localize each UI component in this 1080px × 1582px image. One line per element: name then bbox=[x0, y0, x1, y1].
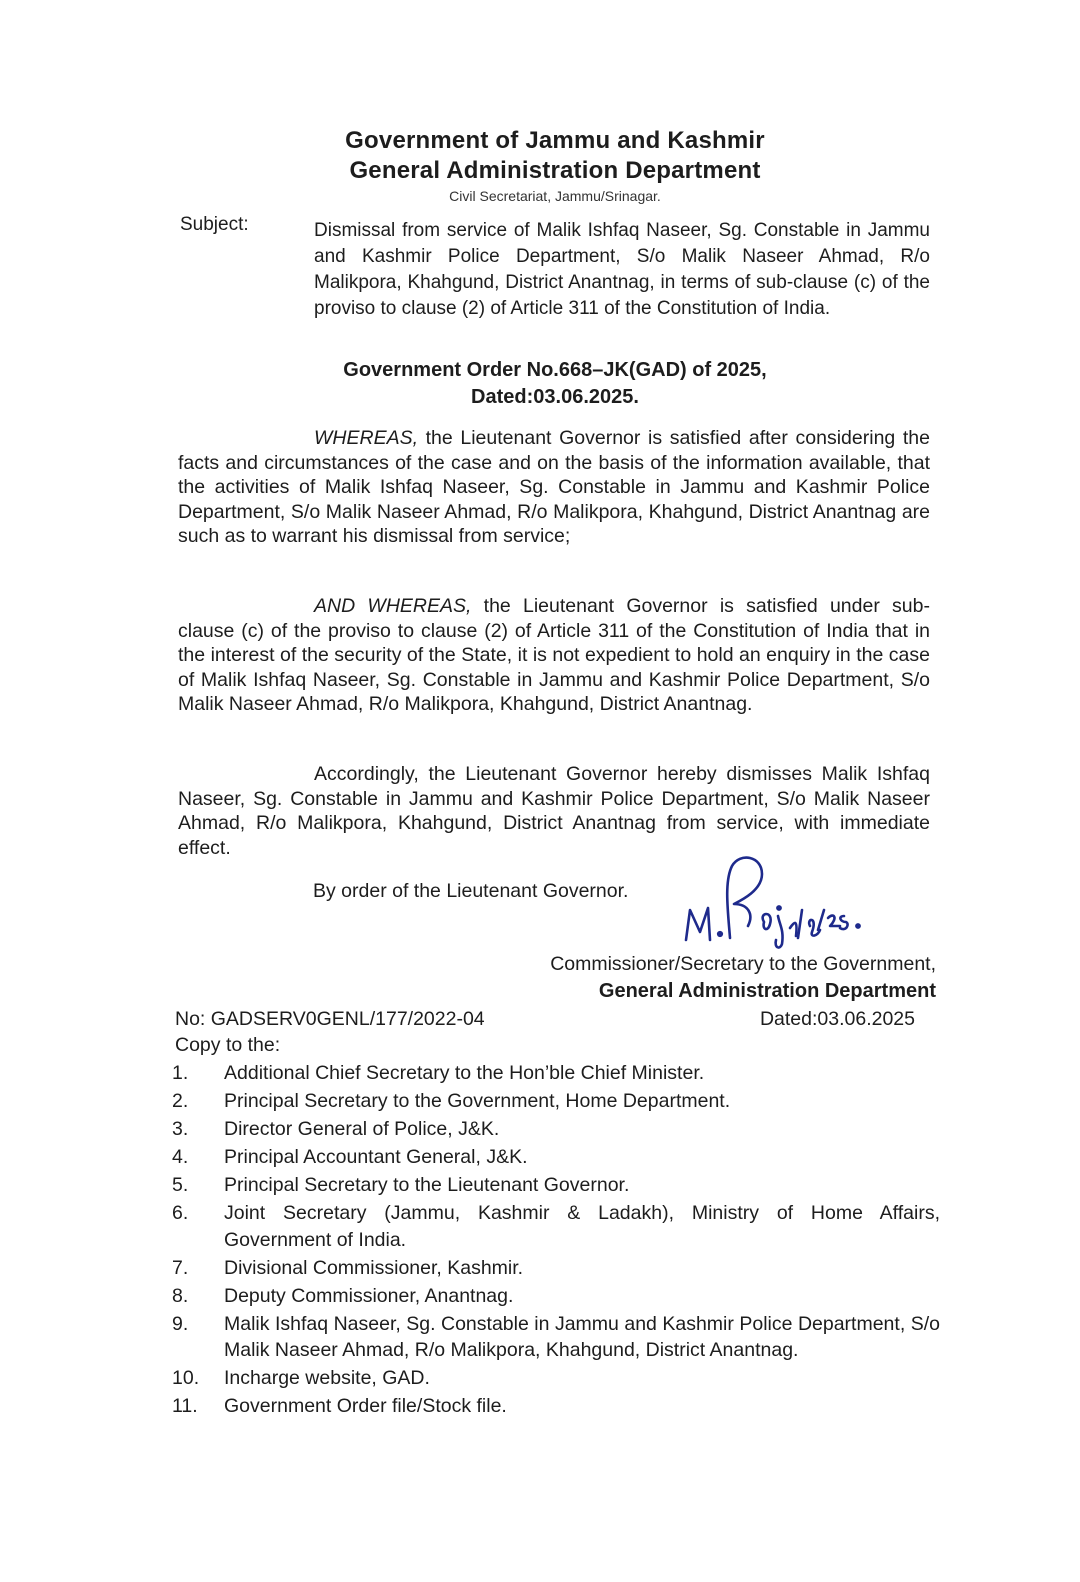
list-item-number: 5. bbox=[172, 1174, 189, 1196]
subject-text: Dismissal from service of Malik Ishfaq Naseer, Sg. Constable in Jammu and Kashmir Police Department, S/o Malik Naseer Ahmad, R/o Malikpora, Khahgund, District Anantnag, in terms of sub-clause (c) of the proviso to clause (2) of Article 311 of the Constitution of India. bbox=[314, 220, 930, 319]
list-item-text: Director General of Police, J&K. bbox=[224, 1118, 500, 1140]
list-item bbox=[172, 1060, 940, 1087]
list-item-number: 8. bbox=[172, 1284, 189, 1307]
list-item bbox=[172, 1172, 940, 1199]
list-item bbox=[172, 1144, 940, 1171]
whereas-paragraph bbox=[178, 426, 930, 549]
list-item-number: 9. bbox=[172, 1312, 189, 1335]
signatory-title: Commissioner/Secretary to the Government, bbox=[550, 953, 936, 975]
list-item bbox=[172, 1116, 940, 1143]
list-item-number: 7. bbox=[172, 1256, 189, 1279]
list-item-text: Incharge website, GAD. bbox=[224, 1367, 430, 1389]
list-item-number: 3. bbox=[172, 1118, 189, 1140]
list-item-text: Government Order file/Stock file. bbox=[224, 1395, 507, 1417]
order-number: Government Order No.668–JK(GAD) of 2025, bbox=[343, 359, 767, 381]
list-item-text: Principal Secretary to the Lieutenant Governor. bbox=[224, 1174, 630, 1196]
list-item-number: 6. bbox=[172, 1202, 189, 1224]
reference-number: No: GADSERV0GENL/177/2022-04 bbox=[175, 1008, 485, 1030]
whereas-text: the Lieutenant Governor is satisfied after considering the facts and circumstances of the case and on the basis of the information available, that the activities of Malik Ishfaq Naseer, Sg. Constable in Jammu and Kashmir Police Department, S/o Malik Naseer Ahmad, R/o Malikpora, Khahgund, District Anantnag are such as to warrant his dismissal from service; bbox=[178, 427, 930, 547]
copy-to-list bbox=[172, 1060, 940, 1421]
list-item-text: Additional Chief Secretary to the Hon’ble Chief Minister. bbox=[224, 1062, 705, 1084]
accordingly-text: Accordingly, the Lieutenant Governor hereby dismisses Malik Ishfaq Naseer, Sg. Constable in Jammu and Kashmir Police Department, S/o Malik Naseer Ahmad, R/o Malikpora, Khahgund, District Anantnag from service, with immediate effect. bbox=[178, 763, 930, 859]
accordingly-paragraph bbox=[178, 762, 930, 860]
department-heading: General Administration Department bbox=[349, 157, 761, 184]
list-item-text: Principal Secretary to the Government, Home Department. bbox=[224, 1090, 731, 1112]
list-item bbox=[172, 1200, 940, 1253]
copy-to-label: Copy to the: bbox=[175, 1034, 281, 1056]
list-item-number: 4. bbox=[172, 1146, 189, 1168]
list-item-number: 2. bbox=[172, 1090, 189, 1112]
list-item bbox=[172, 1255, 940, 1282]
and-whereas-text: the Lieutenant Governor is satisfied under sub-clause (c) of the proviso to clause (2) of Article 311 of the Constitution of India that in the interest of the security of the State, it is not expedient to hold an enquiry in the case of Malik Ishfaq Naseer, Sg. Constable in Jammu and Kashmir Police Department, S/o Malik Naseer Ahmad, R/o Malikpora, Khahgund, District Anantnag. bbox=[178, 595, 930, 715]
secretariat-address: Civil Secretariat, Jammu/Srinagar. bbox=[449, 188, 661, 204]
list-item bbox=[172, 1088, 940, 1115]
list-item-text: Malik Ishfaq Naseer, Sg. Constable in Jammu and Kashmir Police Department, S/o Malik Naseer Ahmad, R/o Malikpora, Khahgund, District Anantnag. bbox=[224, 1312, 940, 1361]
list-item-text: Deputy Commissioner, Anantnag. bbox=[224, 1284, 514, 1307]
handwritten-signature bbox=[678, 852, 868, 952]
list-item bbox=[172, 1283, 940, 1310]
list-item-number: 1. bbox=[172, 1062, 189, 1084]
government-heading: Government of Jammu and Kashmir bbox=[345, 127, 765, 154]
list-item bbox=[172, 1311, 940, 1364]
and-whereas-paragraph bbox=[178, 594, 930, 717]
reference-date: Dated:03.06.2025 bbox=[759, 1008, 915, 1030]
list-item bbox=[172, 1365, 940, 1392]
list-item-text: Joint Secretary (Jammu, Kashmir & Ladakh), Ministry of Home Affairs, Government of India. bbox=[224, 1202, 940, 1251]
list-item-number: 11. bbox=[172, 1395, 198, 1417]
list-item-number: 10. bbox=[172, 1367, 200, 1389]
subject-label: Subject: bbox=[180, 214, 249, 235]
list-item bbox=[172, 1393, 940, 1420]
and-whereas-lead: AND WHEREAS, bbox=[314, 595, 472, 617]
signatory-department: General Administration Department bbox=[598, 980, 936, 1002]
list-item-text: Divisional Commissioner, Kashmir. bbox=[224, 1256, 524, 1279]
order-date: Dated:03.06.2025. bbox=[471, 386, 639, 408]
by-order-line: By order of the Lieutenant Governor. bbox=[313, 880, 629, 902]
list-item-text: Principal Accountant General, J&K. bbox=[224, 1146, 528, 1168]
whereas-lead: WHEREAS, bbox=[314, 427, 419, 449]
